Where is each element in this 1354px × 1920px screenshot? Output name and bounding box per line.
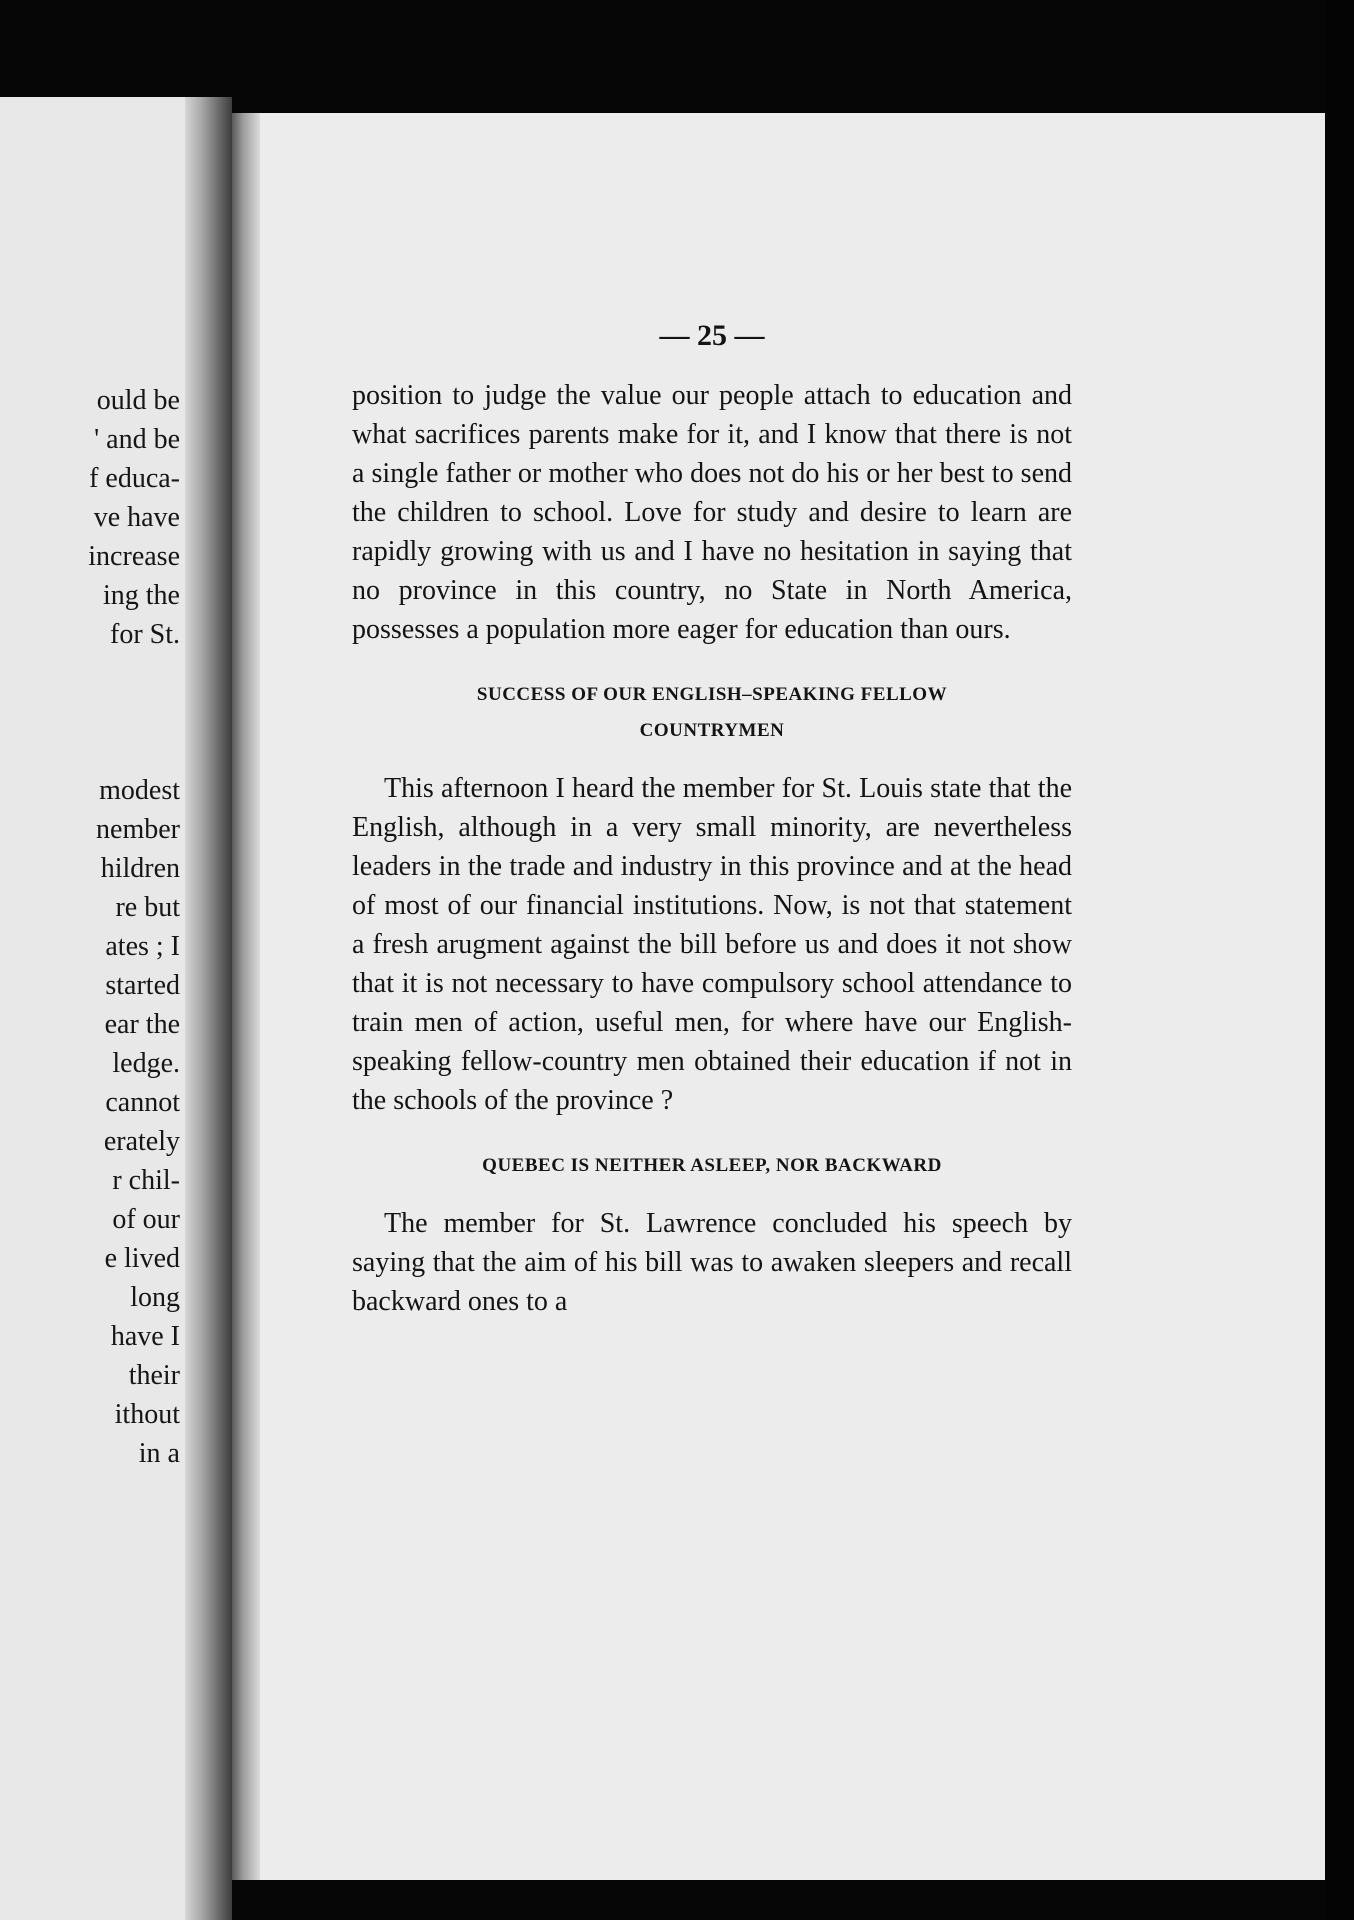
left-page-text xyxy=(0,381,180,1473)
scan-border xyxy=(1325,0,1354,1920)
right-page xyxy=(232,113,1325,1880)
left-page-line: ve have xyxy=(93,502,180,533)
left-page-line: modest xyxy=(99,775,180,806)
left-page-line: hildren xyxy=(100,853,180,884)
paragraph: position to judge the value our people attach to education and what sacrifices parents make for it, and I know that there is not a single father or mother who does not do his or her best to send the children to school. Love for study and desire to learn are rapidly growing with us and I have no hesitation in saying that no province in this country, no State in North America, possesses a population more eager for education than ours. xyxy=(352,380,1072,645)
left-page-line: nember xyxy=(96,814,180,845)
left-page-line: ear the xyxy=(104,1009,180,1040)
left-page-line: long xyxy=(130,1282,180,1313)
left-page-line: cannot xyxy=(105,1087,180,1118)
left-page-line: for St. xyxy=(110,619,180,650)
page-content xyxy=(352,318,1072,1321)
left-page-line: r chil- xyxy=(112,1165,180,1196)
paragraph: This afternoon I heard the member for St. Louis state that the English, although in a very small minority, are nevertheless leaders in the trade and industry in this province and at the head of most of our financial institutions. Now, is not that statement a fresh arugment against the bill before us and does it not show that it is not necessary to have compulsory school attendance to train men of action, useful men, for where have our English-speaking fellow-country men obtained their education if not in the schools of the province ? xyxy=(352,773,1072,1116)
section-heading-line: COUNTRYMEN xyxy=(639,720,785,741)
left-page-line xyxy=(0,693,180,732)
left-page-line: ithout xyxy=(114,1399,180,1430)
left-page-line: ates ; I xyxy=(105,931,180,962)
left-page-line: erately xyxy=(103,1126,180,1157)
left-page-line xyxy=(0,654,180,693)
left-page-line: in a xyxy=(138,1438,180,1469)
left-page-line: have I xyxy=(110,1321,180,1352)
section-heading xyxy=(352,677,1072,749)
left-page-line: started xyxy=(105,970,180,1001)
left-page-line xyxy=(0,732,180,771)
book-gutter xyxy=(185,97,232,1920)
left-page-line: their xyxy=(128,1360,180,1391)
left-page-line: ing the xyxy=(103,580,180,611)
left-page-line: e lived xyxy=(104,1243,180,1274)
left-page-line: ' and be xyxy=(94,424,180,455)
paragraph: The member for St. Lawrence concluded his speech by saying that the aim of his bill was to awaken sleepers and recall backward ones to a xyxy=(352,1208,1072,1317)
left-page-line: f educa- xyxy=(89,463,180,494)
section-heading xyxy=(352,1148,1072,1184)
page-number: — 25 — xyxy=(659,319,765,352)
left-page-line: ould be xyxy=(96,385,180,416)
section-heading-line: SUCCESS OF OUR ENGLISH–SPEAKING FELLOW xyxy=(476,684,948,705)
page-binding-shadow xyxy=(232,113,260,1880)
section-heading-line: QUEBEC IS NEITHER ASLEEP, NOR BACKWARD xyxy=(482,1155,942,1176)
left-page xyxy=(0,97,232,1920)
left-page-line: re but xyxy=(115,892,180,923)
left-page-line: ledge. xyxy=(112,1048,180,1079)
left-page-line: increase xyxy=(88,541,180,572)
left-page-line: of our xyxy=(112,1204,180,1235)
